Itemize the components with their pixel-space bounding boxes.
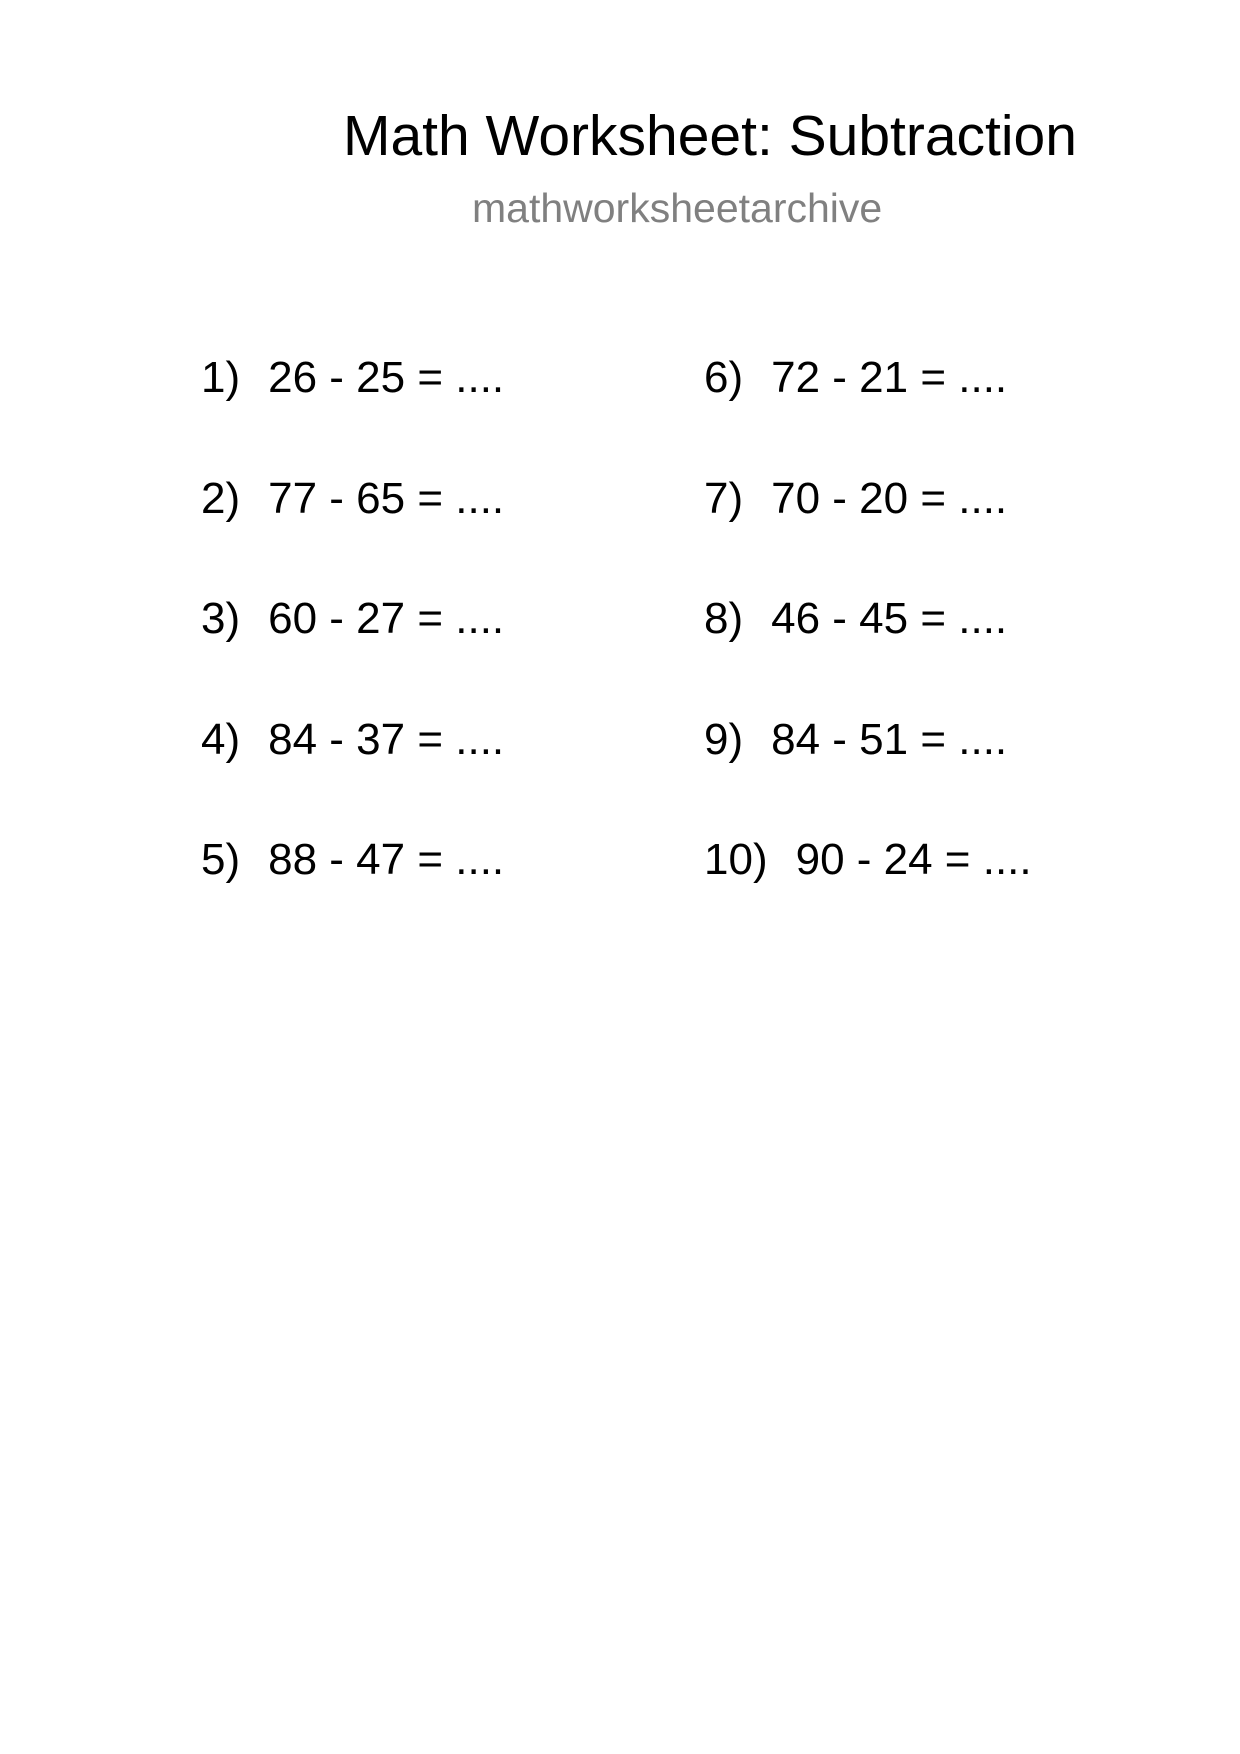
problem-number: 4) bbox=[201, 715, 241, 764]
problem-number: 8) bbox=[704, 594, 744, 643]
problem-number: 9) bbox=[704, 715, 744, 764]
problem-item bbox=[201, 350, 504, 406]
problem-expression: 46 - 45 = .... bbox=[771, 594, 1008, 643]
problem-number: 1) bbox=[201, 353, 241, 402]
problem-expression: 60 - 27 = .... bbox=[268, 594, 505, 643]
problem-number: 6) bbox=[704, 353, 744, 402]
problem-item bbox=[201, 712, 504, 768]
problem-item bbox=[704, 471, 1007, 527]
problem-number: 5) bbox=[201, 835, 241, 884]
problem-expression: 70 - 20 = .... bbox=[771, 474, 1008, 523]
problem-expression: 84 - 37 = .... bbox=[268, 715, 505, 764]
problem-item bbox=[201, 591, 504, 647]
problem-expression: 84 - 51 = .... bbox=[771, 715, 1008, 764]
problem-number: 2) bbox=[201, 474, 241, 523]
problem-item bbox=[704, 591, 1007, 647]
problem-expression: 88 - 47 = .... bbox=[268, 835, 505, 884]
problem-item bbox=[704, 832, 1032, 888]
problem-expression: 90 - 24 = .... bbox=[795, 835, 1032, 884]
problem-item bbox=[201, 832, 504, 888]
problem-item bbox=[704, 712, 1007, 768]
problem-item bbox=[704, 350, 1007, 406]
problem-expression: 77 - 65 = .... bbox=[268, 474, 505, 523]
problem-expression: 72 - 21 = .... bbox=[771, 353, 1008, 402]
problem-number: 7) bbox=[704, 474, 744, 523]
problem-item bbox=[201, 471, 504, 527]
worksheet-title: Math Worksheet: Subtraction bbox=[343, 104, 1077, 168]
worksheet-source: mathworksheetarchive bbox=[472, 185, 883, 231]
problem-number: 10) bbox=[704, 835, 768, 884]
problem-number: 3) bbox=[201, 594, 241, 643]
problem-expression: 26 - 25 = .... bbox=[268, 353, 505, 402]
